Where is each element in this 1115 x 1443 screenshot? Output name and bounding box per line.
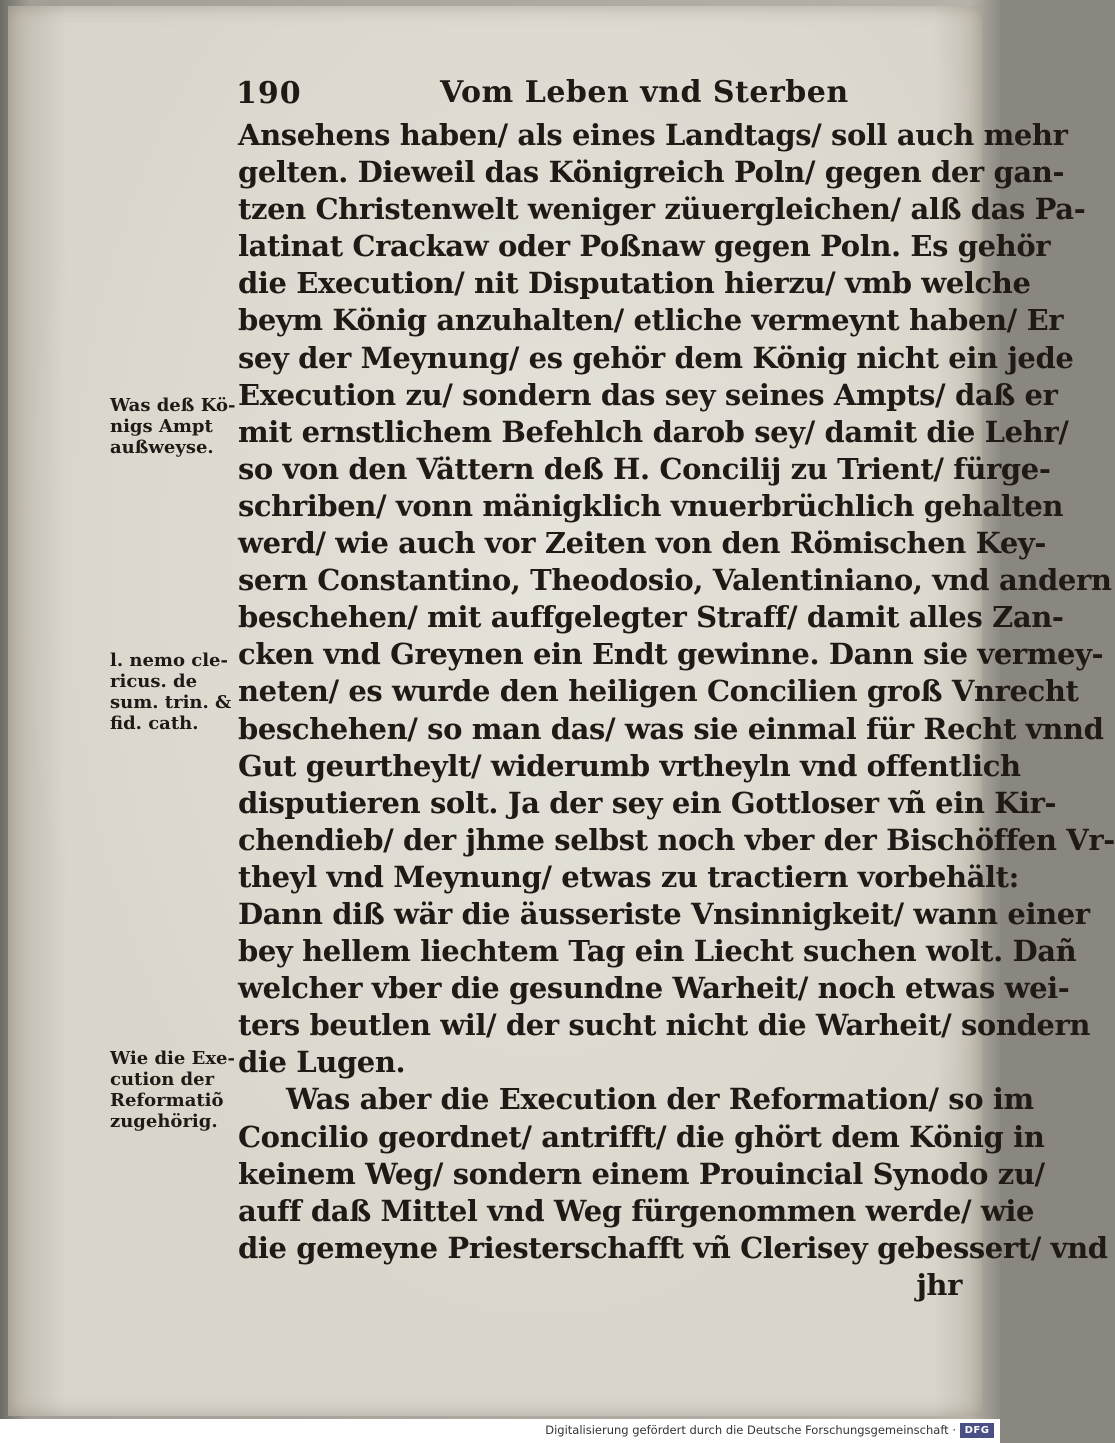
text-line: Dann diß wär die äusseriste Vnsinnigkeit/ wann einer xyxy=(238,896,1090,931)
text-line: werd/ wie auch vor Zeiten von den Römischen Key- xyxy=(238,526,1046,561)
text-line: beschehen/ mit auffgelegter Straff/ damit alles Zan- xyxy=(238,600,1064,635)
margin-note-line: zugehörig. xyxy=(110,1111,218,1132)
text-line: neten/ es wurde den heiligen Concilien groß Vnrecht xyxy=(238,674,1079,709)
funding-credit: Digitalisierung gefördert durch die Deutsche Forschungsgemeinschaft · xyxy=(545,1423,956,1437)
main-text-block xyxy=(238,117,1115,1304)
text-line: latinat Crackaw oder Poßnaw gegen Poln. Es gehör xyxy=(238,229,1051,264)
text-line: beschehen/ so man das/ was sie einmal für Recht vnnd xyxy=(238,711,1104,746)
text-line: Ansehens haben/ als eines Landtags/ soll auch mehr xyxy=(238,118,1068,152)
text-line: tzen Christenwelt weniger züuergleichen/ alß das Pa- xyxy=(238,192,1086,227)
paragraph-start-line: Was aber die Execution der Reformation/ so im xyxy=(286,1082,1034,1117)
text-line: disputieren solt. Ja der sey ein Gottloser vñ ein Kir- xyxy=(238,785,1057,820)
text-line: beym König anzuhalten/ etliche vermeynt haben/ Er xyxy=(238,303,1064,338)
catchword: jhr xyxy=(916,1267,962,1302)
text-line: welcher vber die gesundne Warheit/ noch etwas wei- xyxy=(238,971,1070,1006)
text-line: gelten. Dieweil das Königreich Poln/ gegen der gan- xyxy=(238,155,1065,190)
running-head: Vom Leben vnd Sterben xyxy=(440,75,849,110)
text-line: bey hellem liechtem Tag ein Liecht suchen wolt. Dañ xyxy=(238,934,1077,969)
margin-note-line: fid. cath. xyxy=(110,713,199,734)
margin-note xyxy=(110,1048,250,1132)
text-line: keinem Weg/ sondern einem Prouincial Synodo zu/ xyxy=(238,1156,1045,1191)
margin-note-line: Wie die Exe- xyxy=(110,1048,235,1069)
text-line: so von den Vättern deß H. Concilij zu Trient/ fürge- xyxy=(238,451,1051,486)
margin-note-line: l. nemo cle- xyxy=(110,650,228,671)
margin-note-line: außweyse. xyxy=(110,437,214,458)
margin-note-line: ricus. de xyxy=(110,671,198,692)
text-line: chendieb/ der jhme selbst noch vber der Bischöffen Vr- xyxy=(238,822,1115,857)
margin-note xyxy=(110,650,250,734)
margin-note xyxy=(110,395,250,458)
margin-note-line: Was deß Kö- xyxy=(110,395,236,416)
text-line: sern Constantino, Theodosio, Valentiniano, vnd andern xyxy=(238,563,1112,598)
margin-note-line: Reformatiõ xyxy=(110,1090,224,1111)
margin-note-line: nigs Ampt xyxy=(110,416,213,437)
text-line: sey der Meynung/ es gehör dem König nicht ein jede xyxy=(238,340,1074,375)
text-line: Execution zu/ sondern das sey seines Ampts/ daß er xyxy=(238,377,1058,412)
margin-note-line: cution der xyxy=(110,1069,215,1090)
text-line: Concilio geordnet/ antrifft/ die ghört dem König in xyxy=(238,1119,1045,1154)
text-line: cken vnd Greynen ein Endt gewinne. Dann sie vermey- xyxy=(238,637,1104,672)
text-line: ters beutlen wil/ der sucht nicht die Warheit/ sondern xyxy=(238,1008,1091,1043)
text-line: die Lugen. xyxy=(238,1045,406,1080)
text-line: schriben/ vonn mänigklich vnuerbrüchlich gehalten xyxy=(238,488,1064,523)
text-line: Gut geurtheylt/ widerumb vrtheyln vnd offentlich xyxy=(238,748,1021,783)
page-number: 190 xyxy=(236,76,302,111)
digitization-footer xyxy=(0,1419,1000,1443)
text-line: die gemeyne Priesterschafft vñ Clerisey gebessert/ vnd xyxy=(238,1230,1108,1265)
text-line: auff daß Mittel vnd Weg fürgenommen werde/ wie xyxy=(238,1193,1035,1228)
text-line: mit ernstlichem Befehlch darob sey/ damit die Lehr/ xyxy=(238,414,1069,449)
dfg-logo: DFG xyxy=(960,1423,994,1438)
text-line: die Execution/ nit Disputation hierzu/ vmb welche xyxy=(238,266,1031,301)
margin-note-line: sum. trin. & xyxy=(110,692,232,713)
text-line: theyl vnd Meynung/ etwas zu tractiern vorbehält: xyxy=(238,859,1019,894)
